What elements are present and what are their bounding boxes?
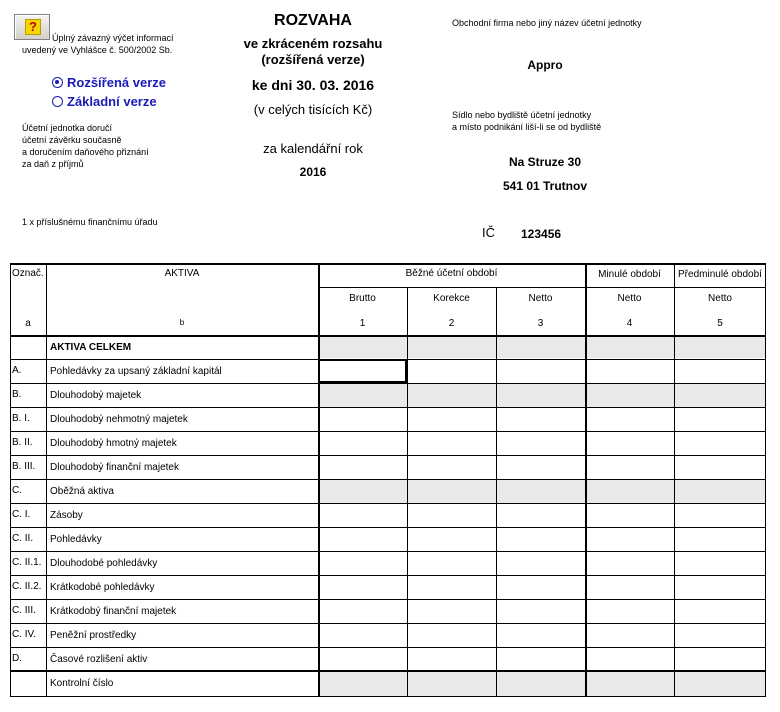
info-text [22,32,212,56]
row-mark: B. III. [12,461,36,472]
grid-vline [585,263,587,697]
ic-label: IČ [482,225,495,240]
ic-value: 123456 [521,227,562,241]
header-center [220,12,406,179]
grid-hline [10,670,766,672]
radio-basic[interactable] [52,94,157,109]
subtitle-1: ve zkráceném rozsahu [243,36,383,51]
row-mark: C. III. [12,605,36,616]
row-mark: A. [12,365,22,376]
seat-label-1: Sídlo nebo bydliště účetní jednotky [452,110,592,120]
num-5: 5 [717,318,723,329]
row-label: Peněžní prostředky [50,630,137,641]
row-label: Dlouhodobé pohledávky [50,558,158,569]
letter-b: b [179,318,185,327]
street: Na Struze 30 [508,155,582,169]
netto-header-3: Netto [708,293,732,304]
grid-hline [318,287,766,288]
units-note: (v celých tisících Kč) [253,102,373,117]
row-label: Zásoby [50,510,83,521]
delivery-line-2: účetní závěrku současně [22,135,122,145]
radio-extended-label: Rozšířená verze [67,75,166,90]
year-label: za kalendářní rok [263,141,363,156]
grid-hline [10,623,766,624]
balance-table [10,263,766,697]
row-label: Pohledávky za upsaný základní kapitál [50,366,222,377]
delivery-line-4: za daň z příjmů [22,159,84,169]
grid-hline [10,359,766,360]
selected-cell[interactable] [318,359,407,383]
grid-hline [10,503,766,504]
radio-basic-label: Základní verze [67,94,157,109]
row-mark: C. II.2. [12,581,42,592]
seat-label-2: a místo podnikání liší-li se od bydliště [452,122,602,132]
firm-name: Appro [527,58,563,72]
office-note: 1 x příslušnému finančnímu úřadu [22,217,158,227]
row-mark: C. IV. [12,629,37,640]
delivery-text [22,122,149,170]
city: 541 01 Trutnov [502,179,588,193]
korekce-header: Korekce [433,293,470,304]
grid-hline [10,383,766,384]
netto-header-1: Netto [528,293,553,304]
grid-hline [10,455,766,456]
row-mark: B. [12,389,22,400]
delivery-line-1: Účetní jednotka doručí [22,123,113,133]
brutto-header: Brutto [349,293,376,304]
info-line-2: uvedený ve Vyhlášce č. 500/2002 Sb. [22,45,173,55]
grid-hline [10,551,766,552]
grid-hline [10,263,766,265]
row-label: Krátkodobé pohledávky [50,582,155,593]
info-line-1: Úplný závazný výčet informací [52,33,174,43]
grid-vline [674,263,675,697]
row-label: Časové rozlišení aktiv [50,654,148,665]
radio-selected-icon [52,77,63,88]
delivery-line-3: a doručením daňového přiznání [22,147,149,157]
shade-c [318,479,766,503]
grid-vline [407,287,408,697]
grid-vline [318,263,320,697]
row-label: Oběžná aktiva [50,486,114,497]
row-label: Pohledávky [50,534,102,545]
shade-total [318,337,766,358]
num-2: 2 [448,318,455,329]
row-mark: C. II. [12,533,34,544]
row-label: Kontrolní číslo [50,678,114,689]
page-title: ROZVAHA [274,12,352,29]
shade-b [318,383,766,407]
grid-vline [765,263,766,697]
grid-hline [10,431,766,432]
letter-a: a [25,318,31,329]
grid-vline [46,263,47,697]
col-mark-header: Označ. [12,268,44,279]
num-3: 3 [537,318,544,329]
radio-unselected-icon [52,96,63,107]
row-mark: B. II. [12,437,33,448]
col-prev-header: Minulé období [598,269,661,280]
shade-control [318,671,766,697]
grid-hline [10,647,766,648]
row-label: Dlouhodobý majetek [50,390,142,401]
row-mark: D. [12,653,22,664]
year-value: 2016 [299,165,327,179]
grid-hline [10,479,766,480]
row-label: Dlouhodobý nehmotný majetek [50,414,188,425]
num-4: 4 [626,318,633,329]
firm-label: Obchodní firma nebo jiný název účetní jednotky [452,18,642,28]
radio-extended[interactable] [52,75,166,90]
grid-hline [10,696,766,697]
num-1: 1 [359,318,366,329]
grid-hline [10,575,766,576]
row-label: Krátkodobý finanční majetek [50,606,177,617]
seat-label [452,109,601,133]
row-mark: C. [12,485,22,496]
netto-header-2: Netto [617,293,642,304]
row-mark: C. II.1. [12,557,42,568]
grid-hline [10,599,766,600]
grid-hline [10,407,766,408]
subtitle-2: (rozšířená verze) [261,52,365,67]
row-mark: C. I. [12,509,31,520]
grid-vline [496,287,497,697]
grid-hline [10,335,766,337]
row-mark: B. I. [12,413,30,424]
row-label: AKTIVA CELKEM [50,342,132,353]
row-label: Dlouhodobý finanční majetek [50,462,179,473]
grid-hline [10,527,766,528]
grid-vline [10,263,11,697]
group-current-header: Běžné účetní období [405,268,498,279]
col-preprev-header: Předminulé období [678,269,762,280]
col-assets-header: AKTIVA [164,268,200,279]
row-label: Dlouhodobý hmotný majetek [50,438,177,449]
date-line: ke dni 30. 03. 2016 [251,77,375,93]
question-mark-icon: ? [25,19,41,35]
